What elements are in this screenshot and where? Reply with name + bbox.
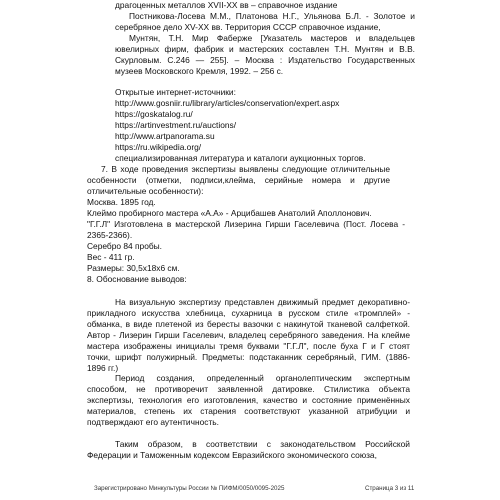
feature-silver-standard: Серебро 84 пробы. (87, 241, 163, 251)
section-8-heading: 8. Обоснование выводов: (87, 274, 187, 284)
feature-weight: Вес - 411 гр. (87, 252, 135, 262)
link-goskatalog[interactable]: https://goskatalog.ru/ (115, 109, 193, 119)
reasoning-paragraph-2: Период создания, определенный органолептическим экспертным способом, не противоречит заявленной датировке. Стилистика объекта экспертизы, технология его изготовления, качество и состояние применённых материалов, степень их старения соответствуют указанной атрибуции и подтверждают его аутентичность. (87, 373, 410, 427)
section-7-heading: 7. В ходе проведения экспертизы выявлены следующие отличительные особенности (отметки, подписи,клейма, серийные номера и другие отличительные особенности): (87, 164, 390, 196)
reference-top-fragment: драгоценных металлов XVII-XX вв – справочное издание (115, 0, 338, 10)
reasoning-paragraph-1: На визуальную экспертизу представлен движимый предмет декоративно-прикладного искусства хлебница, сухарница в русском стиле «тромплей» - обманка, в виде плетеной из бересты вазочки с накинутой тканевой салфеткой. Автор - Лизерин Гирши Гаселевич, владелец серебряного заведения. На клейме мастера изображены инициалы тремя буквами "Г.Г.Л", после буха Г и Г стоят точки, шрифт полужирный. Предметы: подстаканник серебряный, ГИМ. (1886-1896 гг.) (87, 297, 410, 373)
feature-place-year: Москва. 1895 год. (87, 197, 156, 207)
feature-assay-master-mark: Клеймо пробирного мастера «А.А» - Арцибашев Анатолий Аполлонович. (87, 208, 372, 218)
link-gosniir[interactable]: http://www.gosniir.ru/library/articles/conservation/expert.aspx (115, 98, 340, 108)
internet-sources-heading: Открытые интернет-источники: (115, 87, 236, 97)
feature-dimensions: Размеры: 30,5х18х6 см. (87, 263, 180, 273)
link-artinvestment[interactable]: https://artinvestment.ru/auctions/ (115, 120, 237, 130)
reference-muntyan: Мунтян, Т.Н. Мир Фаберже [Указатель мастеров и владельцев ювелирных фирм, фабрик и мастерских составлен Т.Н. Мунтян и В.В. Скурловым. С.246 — 255]. – Москва : Издательство Государственных музеев Московского Кремля, 1992. – 256 с. (115, 33, 415, 76)
link-wikipedia[interactable]: https://ru.wikipedia.org/ (115, 142, 202, 152)
link-artpanorama[interactable]: http://www.artpanorama.su (115, 131, 215, 141)
reference-postnikova: Постникова-Лосева М.М., Платонова Н.Г., Ульянова Б.Л. - Золотое и серебряное дело XV-XX вв. Территория СССР справочное издание, (115, 11, 415, 32)
registration-footer: Зарегистрировано Минкультуры России № ПИФМ/0050/0095-2025 (94, 485, 285, 492)
reasoning-paragraph-3: Таким образом, в соответствии с законодательством Российской Федерации и Таможенным кодексом Евразийского экономического союза, (87, 439, 410, 460)
specialized-literature-note: специализированная литература и каталоги аукционных торгов. (115, 153, 366, 163)
feature-maker-mark: "Г.Г.Л" Изготовлена в мастерской Лизерина Гирши Гаселевича (Пост. Лосева - 2365-2366). (87, 219, 405, 240)
page-number: Страница 3 из 11 (365, 485, 415, 492)
